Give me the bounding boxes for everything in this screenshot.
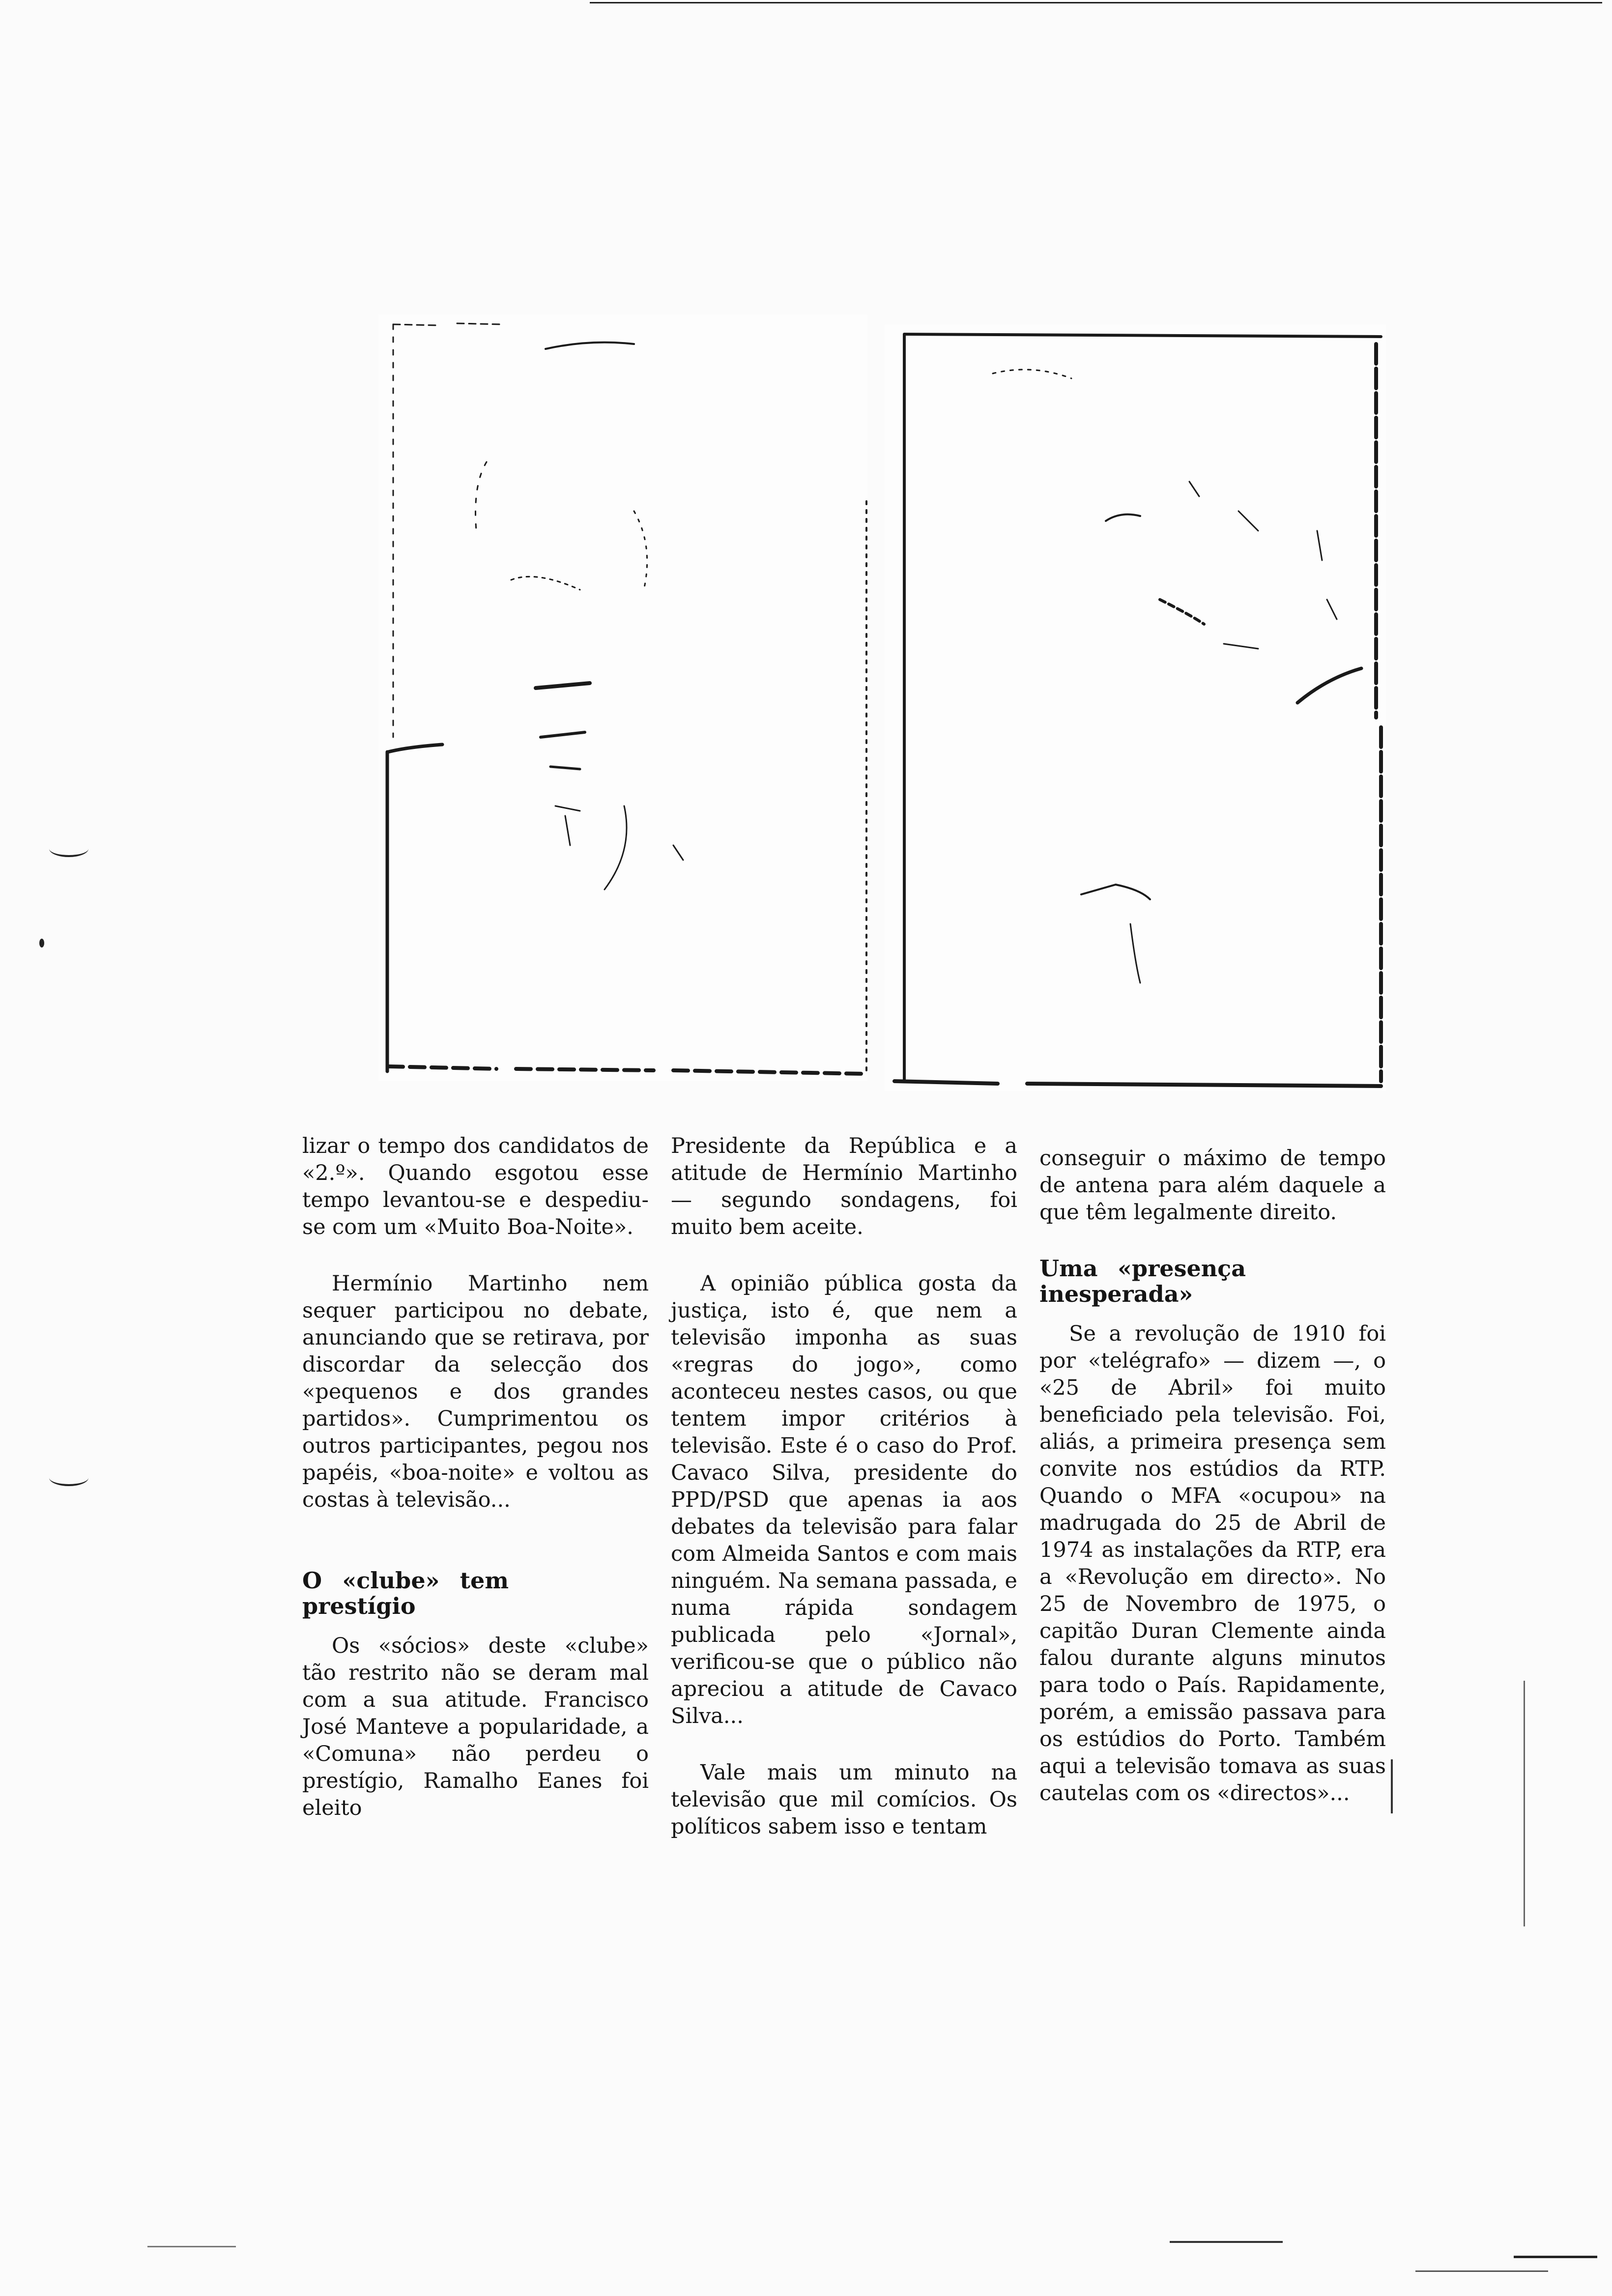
article-column-3	[1039, 1145, 1386, 1807]
col2-paragraph-2: A opinião pública gosta da justiça, isto é, que nem a televisão imponha as suas «regras do jogo», como aconteceu nestes casos, ou que tentem impor critérios à televisão. Este é o caso do Prof. Cavaco Silva, presidente do PPD/PSD que apenas ia aos debates da televisão para falar com Almeida Santos e com mais ninguém. Na semana passada, e numa rápida sondagem publicada pelo «Jornal», verificou-se que o público não apreciou a atitude de Cavaco Silva...	[671, 1271, 1017, 1728]
edge-scan-artifact	[1524, 1681, 1525, 1926]
col1-subheading: O «clube» tem prestígio	[302, 1567, 509, 1619]
bottom-rule-artifact	[1415, 2270, 1548, 2272]
portrait-photo-left	[378, 315, 867, 1081]
col2-paragraph-3: Vale mais um minuto na televisão que mil comícios. Os políticos sabem isso e tentam	[671, 1760, 1017, 1839]
article-column-2	[671, 1133, 1017, 1840]
article-column-1	[302, 1133, 649, 1822]
column-edge-artifact	[1391, 1759, 1393, 1813]
col1-paragraph-1: lizar o tempo dos candidatos de «2.º». Quando esgotou esse tempo levantou-se e despediu-se com um «Muito Boa-Noite».	[302, 1134, 649, 1239]
col2-paragraph-1: Presidente da República e a atitude de Hermínio Martinho — segundo sondagens, foi muito bem aceite.	[671, 1134, 1017, 1239]
top-rule-artifact	[590, 2, 1602, 3]
bottom-rule-artifact	[147, 2246, 236, 2247]
col3-subheading: Uma «presença inesperada»	[1039, 1255, 1246, 1307]
margin-mark-left	[39, 939, 44, 947]
col1-paragraph-3: Os «sócios» deste «clube» tão restrito não se deram mal com a sua atitude. Francisco José Manteve a popularidade, a «Comuna» não perdeu o prestígio, Ramalho Eanes foi eleito	[302, 1634, 649, 1820]
margin-mark-left	[49, 840, 88, 857]
portrait-photo-right	[885, 324, 1386, 1091]
col3-paragraph-1: conseguir o máximo de tempo de antena para além daquele a que têm legalmente direito.	[1039, 1146, 1386, 1225]
col1-paragraph-2: Hermínio Martinho nem sequer participou no debate, anunciando que se retirava, por discordar da selecção dos «pequenos e dos grandes partidos». Cumprimentou os outros participantes, pegou nos papéis, «boa-noite» e voltou as costas à televisão...	[302, 1271, 649, 1512]
col3-paragraph-2: Se a revolução de 1910 foi por «telégrafo» — dizem —, o «25 de Abril» foi muito beneficiado pela televisão. Foi, aliás, a primeira presença sem convite nos estúdios da RTP. Quando o MFA «ocupou» na madrugada do 25 de Abril de 1974 as instalações da RTP, era a «Revolução em directo». No 25 de Novembro de 1975, o capitão Duran Clemente ainda falou durante alguns minutos para todo o País. Rapidamente, porém, a emissão passava para os estúdios do Porto. Também aqui a televisão tomava as suas cautelas com os «directos»...	[1039, 1321, 1386, 1806]
bottom-rule-artifact	[1514, 2256, 1597, 2258]
bottom-rule-artifact	[1170, 2241, 1283, 2243]
margin-mark-left	[49, 1469, 88, 1486]
